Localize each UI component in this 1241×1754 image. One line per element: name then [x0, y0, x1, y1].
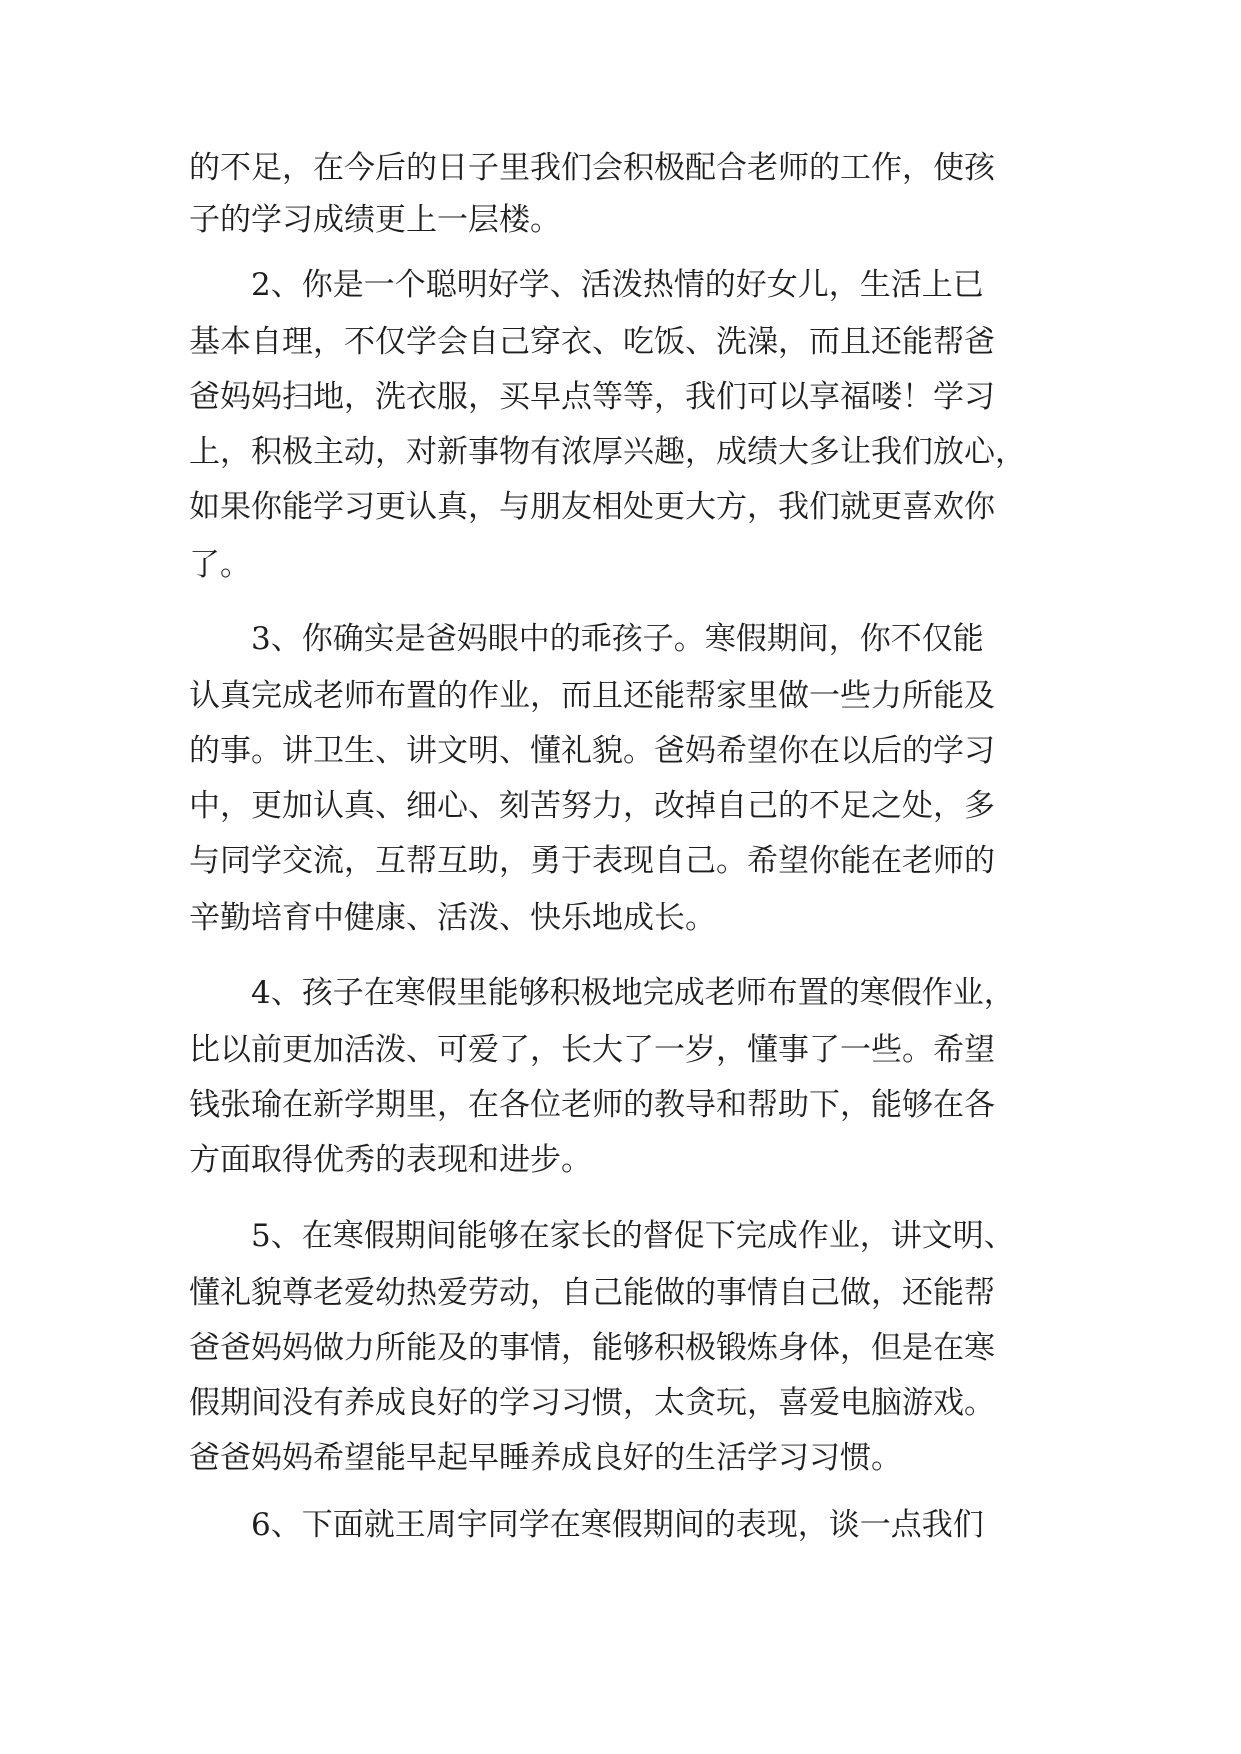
text-line: 如果你能学习更认真，与朋友相处更大方，我们就更喜欢你: [189, 489, 995, 525]
text-line: 中，更加认真、细心、刻苦努力，改掉自己的不足之处，多: [189, 788, 995, 824]
text-line: 了。: [189, 547, 251, 583]
text-line: 上，积极主动，对新事物有浓厚兴趣，成绩大多让我们放心，: [189, 434, 1026, 470]
text-line: 子的学习成绩更上一层楼。: [189, 202, 561, 238]
text-line: 认真完成老师布置的作业，而且还能帮家里做一些力所能及: [189, 678, 995, 714]
paragraph-5-start: 5、在寒假期间能够在家长的督促下完成作业，讲文明、: [251, 1218, 1015, 1254]
text-line: 爸爸妈妈希望能早起早睡养成良好的生活学习习惯。: [189, 1440, 902, 1476]
text-line: 懂礼貌尊老爱幼热爱劳动，自己能做的事情自己做，还能帮: [189, 1275, 995, 1311]
text-line: 的事。讲卫生、讲文明、懂礼貌。爸妈希望你在以后的学习: [189, 733, 995, 769]
text-line: 假期间没有养成良好的学习习惯，太贪玩，喜爱电脑游戏。: [189, 1385, 995, 1421]
text-line: 的不足，在今后的日子里我们会积极配合老师的工作，使孩: [189, 150, 995, 186]
text-line: 钱张瑜在新学期里，在各位老师的教导和帮助下，能够在各: [189, 1087, 995, 1123]
text-line: 比以前更加活泼、可爱了，长大了一岁，懂事了一些。希望: [189, 1032, 995, 1068]
paragraph-2-start: 2、你是一个聪明好学、活泼热情的好女儿，生活上已: [251, 267, 984, 303]
text-line: 方面取得优秀的表现和进步。: [189, 1142, 592, 1178]
text-line: 爸爸妈妈做力所能及的事情，能够积极锻炼身体，但是在寒: [189, 1330, 995, 1366]
paragraph-6-start: 6、下面就王周宇同学在寒假期间的表现，谈一点我们: [251, 1507, 984, 1543]
paragraph-4-start: 4、孩子在寒假里能够积极地完成老师布置的寒假作业，: [251, 975, 1015, 1011]
text-line: 基本自理，不仅学会自己穿衣、吃饭、洗澡，而且还能帮爸: [189, 324, 995, 360]
text-line: 爸妈妈扫地，洗衣服，买早点等等，我们可以享福喽！学习: [189, 379, 995, 415]
paragraph-3-start: 3、你确实是爸妈眼中的乖孩子。寒假期间，你不仅能: [251, 621, 984, 657]
text-line: 辛勤培育中健康、活泼、快乐地成长。: [189, 900, 716, 936]
text-line: 与同学交流，互帮互助，勇于表现自己。希望你能在老师的: [189, 843, 995, 879]
